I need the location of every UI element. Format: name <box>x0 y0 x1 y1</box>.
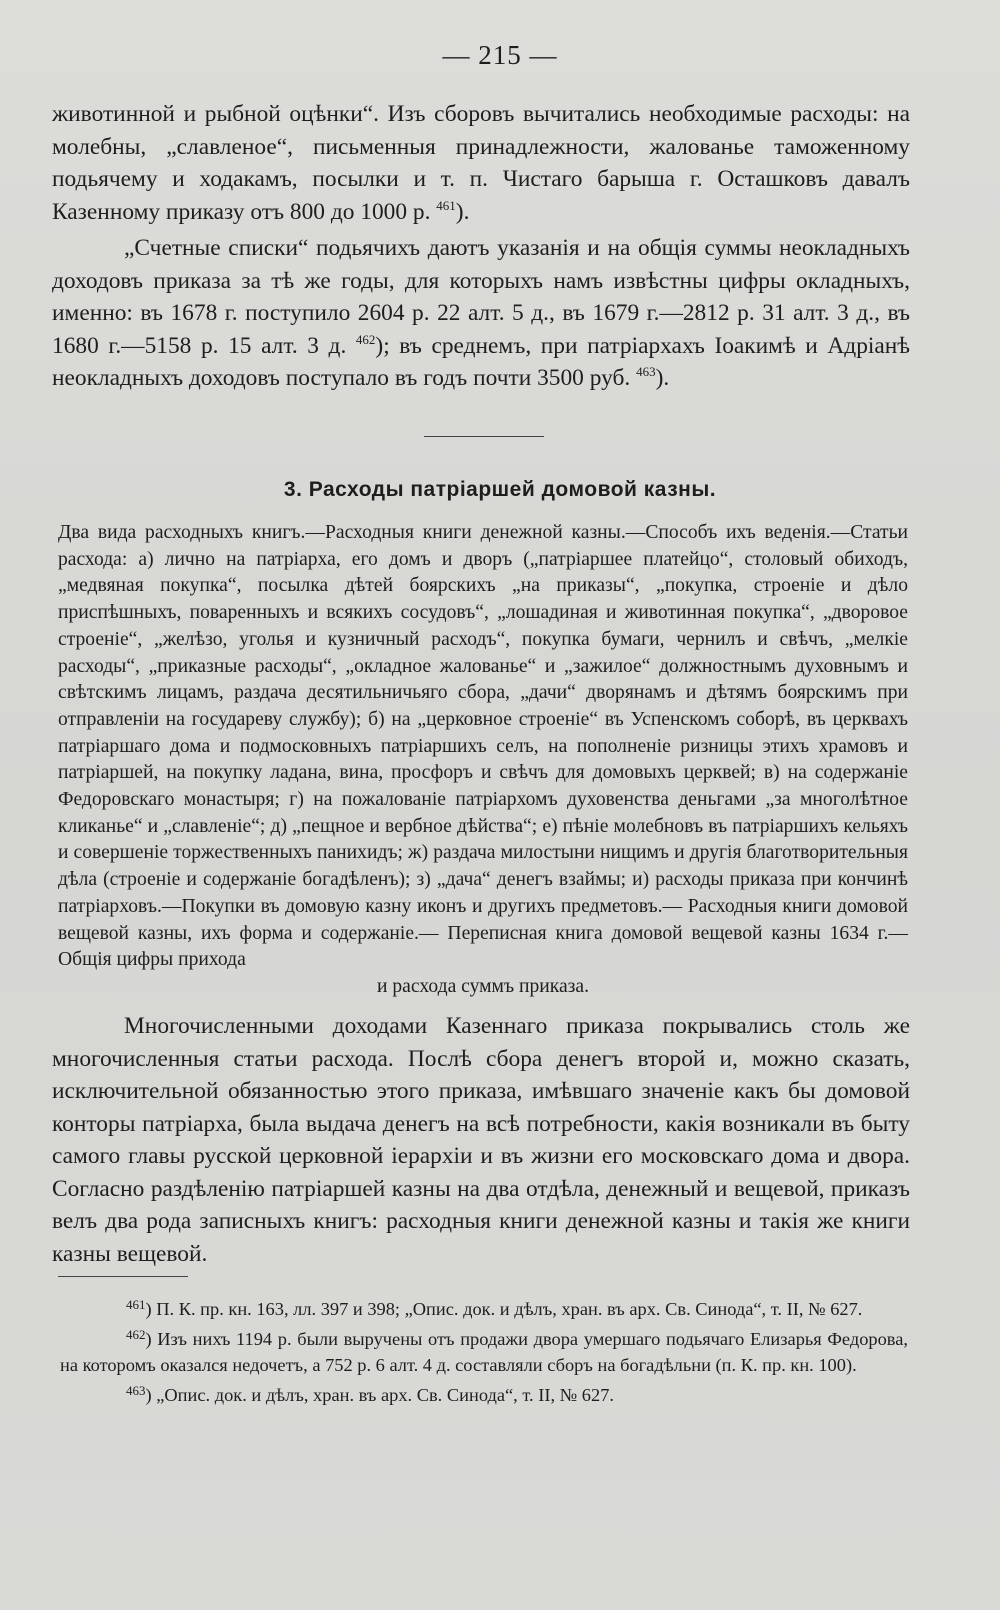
footnote-text: ) „Опис. док. и дѣлъ, хран. въ арх. Св. Синода“, т. II, № 627. <box>145 1385 614 1405</box>
footnote-number: 463 <box>126 1383 146 1398</box>
footnote-ref-461: 461 <box>436 197 456 213</box>
main-text-body <box>52 1010 910 1270</box>
main-text-top <box>52 98 910 395</box>
footnote-number: 462 <box>126 1327 146 1342</box>
paragraph-3: Многочисленными доходами Казеннаго приказа покрывались столь же многочисленныя статьи расхода. Послѣ сбора денегъ второй и, можно сказать, исключительной обязанностью этого приказа, имѣвшаго значеніе какъ бы домовой конторы патріарха, была выдача денегъ на всѣ потребности, какія возникали въ быту самого главы русской церковной іерархіи и въ жизни его московскаго дома и двора. Согласно раздѣленію патріаршей казны на два отдѣла, денежный и вещевой, приказъ велъ два рода записныхъ книгъ: расходныя книги денежной казны и такія же книги казны вещевой. <box>52 1013 910 1267</box>
footnote-text: ) П. К. пр. кн. 163, лл. 397 и 398; „Опис. док. и дѣлъ, хран. въ арх. Св. Синода“, т. II, № 627. <box>145 1299 863 1319</box>
paragraph-1-end: ). <box>455 198 470 225</box>
section-summary-text: Два вида расходныхъ книгъ.—Расходныя книги денежной казны.—Способъ ихъ веденія.—Статьи расхода: а) лично на патріарха, его домъ и дворъ („патріаршее платейцо“, столовый обиходъ, „медвяная покупка“, посылка дѣтей боярскихъ „на приказы“, „покупка, строеніе и дѣло приспѣшныхъ, поваренныхъ и всякихъ сосудовъ“, „лошадиная и животинная покупка“, „дворовое строеніе“, „желѣзо, уголья и кузничный расходъ“, покупка бумаги, чернилъ и свѣчъ, „мелкіе расходы“, „приказные расходы“, „окладное жалованье“ и „зажилое“ должностнымъ духовнымъ и свѣтскимъ лицамъ, раздача десятильничьяго сбора, „дачи“ дворянамъ и дѣтямъ боярскимъ при отправленіи на государеву службу); б) на „церковное строеніе“ въ Успенскомъ соборѣ, въ церквахъ патріаршаго дома и подмосковныхъ патріаршихъ селъ, на пополненіе ризницы этихъ храмовъ и патріаршей, на покупку ладана, вина, просфоръ и свѣчъ для домовыхъ церквей; в) на содержаніе Федоровскаго монастыря; г) на пожалованіе патріархомъ духовенства деньгами „за многолѣтное кликанье“ и „славленіе“; д) „пещное и вербное дѣйства“; е) пѣніе молебновъ въ патріаршихъ кельяхъ и совершеніе торжественныхъ панихидъ; ж) раздача милостыни нищимъ и другія благотворительныя дѣла (строеніе и содержаніе богадѣленъ); з) „дача“ денегъ взаймы; и) расходы приказа при кончинѣ патріарховъ.—Покупки въ домовую казну иконъ и другихъ предметовъ.— Расходныя книги домовой вещевой казны, ихъ форма и содержаніе.— Переписная книга домовой вещевой казны 1634 г.— Общія цифры прихода <box>58 522 908 971</box>
section-title: 3. Расходы патріаршей домовой казны. <box>283 478 717 501</box>
section-summary <box>58 520 908 1001</box>
footnote-463 <box>60 1378 908 1408</box>
footnote-462 <box>60 1322 908 1378</box>
footnote-text: ) Изъ нихъ 1194 р. были выручены отъ продажи двора умершаго подьячаго Елизарья Федорова, на которомъ оказался недочетъ, а 752 р. 6 алт. 4 д. составляли сборъ на богадѣльни (п. К. пр. кн. 100). <box>60 1329 908 1375</box>
paragraph-2-middle: ); въ среднемъ, при патріархахъ Іоакимѣ и Адріанѣ неокладныхъ доходовъ поступало въ годъ почти 3500 руб. <box>52 332 910 391</box>
paragraph-2-text: „Счетные списки“ подьячихъ даютъ указанія и на общія суммы неокладныхъ доходовъ приказа за тѣ же годы, для которыхъ намъ извѣстны цифры окладныхъ, именно: въ 1678 г. поступило 2604 р. 22 алт. 5 д., въ 1679 г.—2812 р. 31 алт. 3 д., въ 1680 г.—5158 р. 15 алт. 3 д. <box>52 235 910 359</box>
footnote-ref-463: 463 <box>636 364 656 379</box>
footnote-divider <box>58 1276 188 1277</box>
footnote-number: 461 <box>126 1297 146 1312</box>
footnote-ref-462: 462 <box>355 331 376 347</box>
section-divider <box>424 436 544 437</box>
page-number: — 215 — <box>442 40 558 70</box>
footnotes <box>60 1292 908 1408</box>
paragraph-1 <box>52 98 910 228</box>
paragraph-2-end: ). <box>655 365 670 391</box>
footnote-461 <box>60 1292 908 1322</box>
paragraph-1-text: животинной и рыбной оцѣнки“. Изъ сборовъ вычитались необходимые расходы: на молебны, „славленое“, письменныя принадлежности, жалованье таможенному подьячему и ходакамъ, посылки и т. п. Чистаго барыша г. Осташковъ давалъ Казенному приказу отъ 800 до 1000 р. <box>52 101 910 225</box>
paragraph-2 <box>52 232 910 395</box>
section-summary-last-line: и расхода суммъ приказа. <box>377 975 589 997</box>
